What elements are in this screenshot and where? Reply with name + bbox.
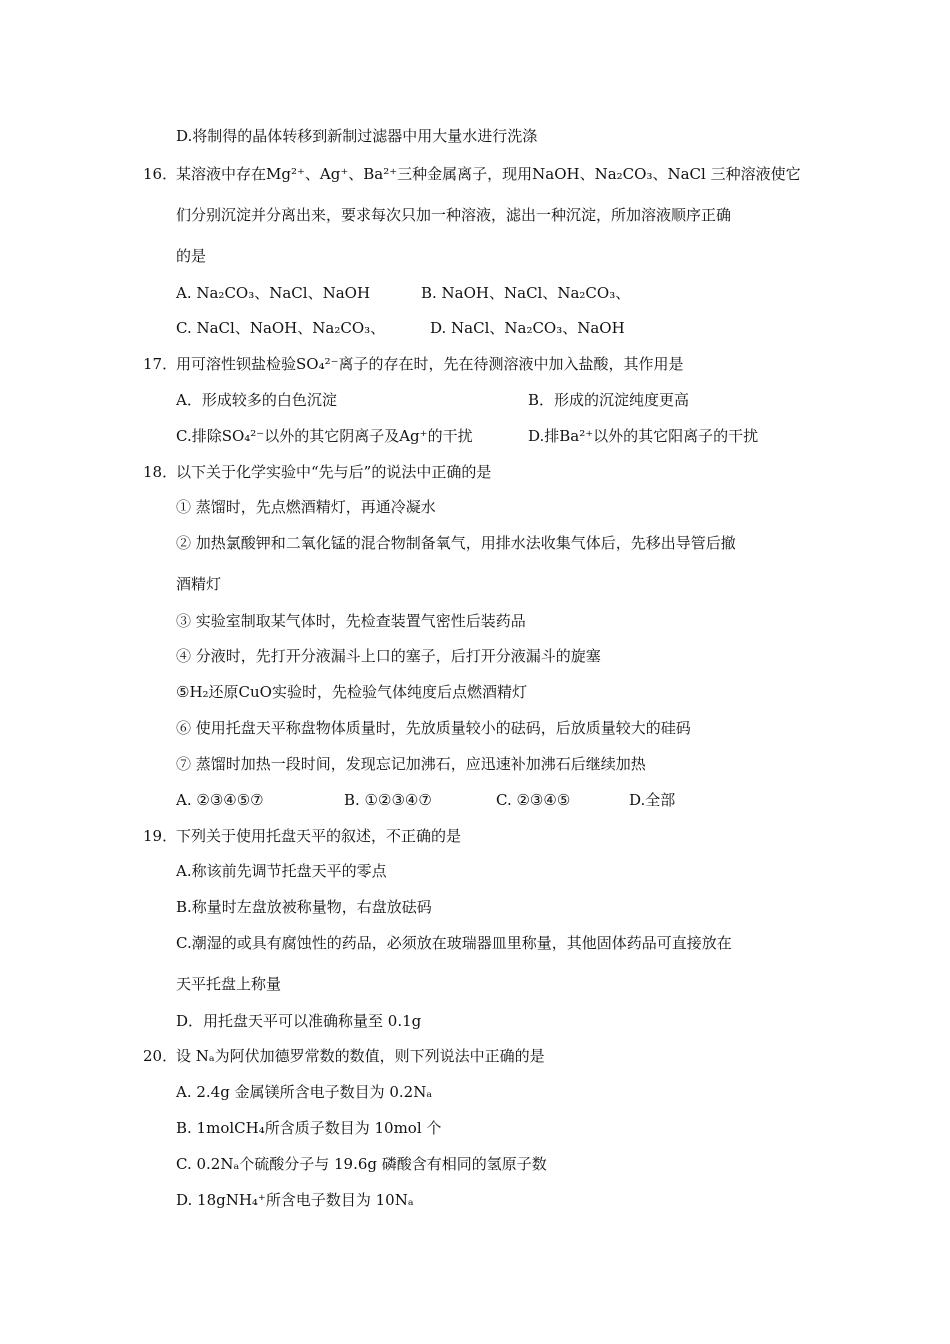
- q19-option-c-cont: 天平托盘上称量: [176, 975, 282, 993]
- q19-option-a: A.称该前先调节托盘天平的零点: [176, 862, 387, 880]
- q17-option-d: D.排Ba²⁺以外的其它阳离子的干扰: [528, 427, 759, 445]
- q18-option-b: B. ①②③④⑦: [344, 791, 432, 809]
- q18-statement-3: ③ 实验室制取某气体时，先检查装置气密性后装药品: [176, 612, 526, 630]
- q17-option-a: A．形成较多的白色沉淀: [176, 391, 337, 409]
- q17-option-b: B．形成的沉淀纯度更高: [528, 391, 690, 409]
- q18-option-c: C. ②③④⑤: [496, 791, 571, 809]
- q18-statement-2: ② 加热氯酸钾和二氧化锰的混合物制备氧气，用排水法收集气体后，先移出导管后撤: [176, 534, 736, 552]
- q16-option-b: B. NaOH、NaCl、Na₂CO₃、: [421, 284, 631, 302]
- q20-stem: 设 Nₐ为阿伏加德罗常数的数值，则下列说法中正确的是: [176, 1047, 545, 1065]
- q18-statement-7: ⑦ 蒸馏时加热一段时间，发现忘记加沸石，应迅速补加沸石后继续加热: [176, 755, 646, 773]
- q18-number: 18．: [143, 463, 178, 481]
- q20-number: 20．: [143, 1047, 178, 1065]
- q19-number: 19．: [143, 827, 178, 845]
- q20-option-b: B. 1molCH₄所含质子数目为 10mol 个: [176, 1119, 442, 1137]
- q18-option-a: A. ②③④⑤⑦: [176, 791, 264, 809]
- q18-stem: 以下关于化学实验中“先与后”的说法中正确的是: [176, 463, 492, 481]
- q16-stem-line2: 们分别沉淀并分离出来，要求每次只加一种溶液，滤出一种沉淀，所加溶液顺序正确: [176, 206, 732, 224]
- q20-option-a: A. 2.4g 金属镁所含电子数目为 0.2Nₐ: [176, 1083, 433, 1101]
- q19-stem: 下列关于使用托盘天平的叙述，不正确的是: [176, 827, 462, 845]
- q18-statement-4: ④ 分液时，先打开分液漏斗上口的塞子，后打开分液漏斗的旋塞: [176, 647, 601, 665]
- q16-stem-line1: 某溶液中存在Mg²⁺、Ag⁺、Ba²⁺三种金属离子，现用NaOH、Na₂CO₃、NaCl 三种溶液使它: [176, 165, 801, 183]
- q16-stem-line3: 的是: [176, 247, 207, 265]
- q19-option-c: C.潮湿的或具有腐蚀性的药品，必须放在玻瑞器皿里称量，其他固体药品可直接放在: [176, 934, 732, 952]
- q18-statement-5: ⑤H₂还原CuO实验时，先检验气体纯度后点燃酒精灯: [176, 683, 527, 701]
- q17-number: 17．: [143, 355, 178, 373]
- q19-option-b: B.称量时左盘放被称量物，右盘放砝码: [176, 898, 432, 916]
- q18-option-d: D.全部: [629, 791, 676, 809]
- q16-option-a: A. Na₂CO₃、NaCl、NaOH: [176, 284, 371, 302]
- q17-stem: 用可溶性钡盐检验SO₄²⁻离子的存在时，先在待测溶液中加入盐酸，其作用是: [176, 355, 684, 373]
- q18-statement-6: ⑥ 使用托盘天平称盘物体质量时，先放质量较小的砝码，后放质量较大的硅码: [176, 719, 691, 737]
- q18-statement-2-cont: 酒精灯: [176, 575, 222, 593]
- q15-option-d: D.将制得的晶体转移到新制过滤器中用大量水进行洗涤: [176, 127, 538, 145]
- q19-option-d: D．用托盘天平可以准确称量至 0.1g: [176, 1012, 422, 1030]
- q16-option-c: C. NaCl、NaOH、Na₂CO₃、: [176, 319, 386, 337]
- q17-option-c: C.排除SO₄²⁻以外的其它阴离子及Ag⁺的干扰: [176, 427, 473, 445]
- q18-statement-1: ① 蒸馏时，先点燃酒精灯，再通冷凝水: [176, 498, 436, 516]
- q16-option-d: D. NaCl、Na₂CO₃、NaOH: [430, 319, 625, 337]
- q16-number: 16．: [143, 165, 178, 183]
- q20-option-c: C. 0.2Nₐ个硫酸分子与 19.6g 磷酸含有相同的氢原子数: [176, 1155, 547, 1173]
- q20-option-d: D. 18gNH₄⁺所含电子数目为 10Nₐ: [176, 1191, 414, 1209]
